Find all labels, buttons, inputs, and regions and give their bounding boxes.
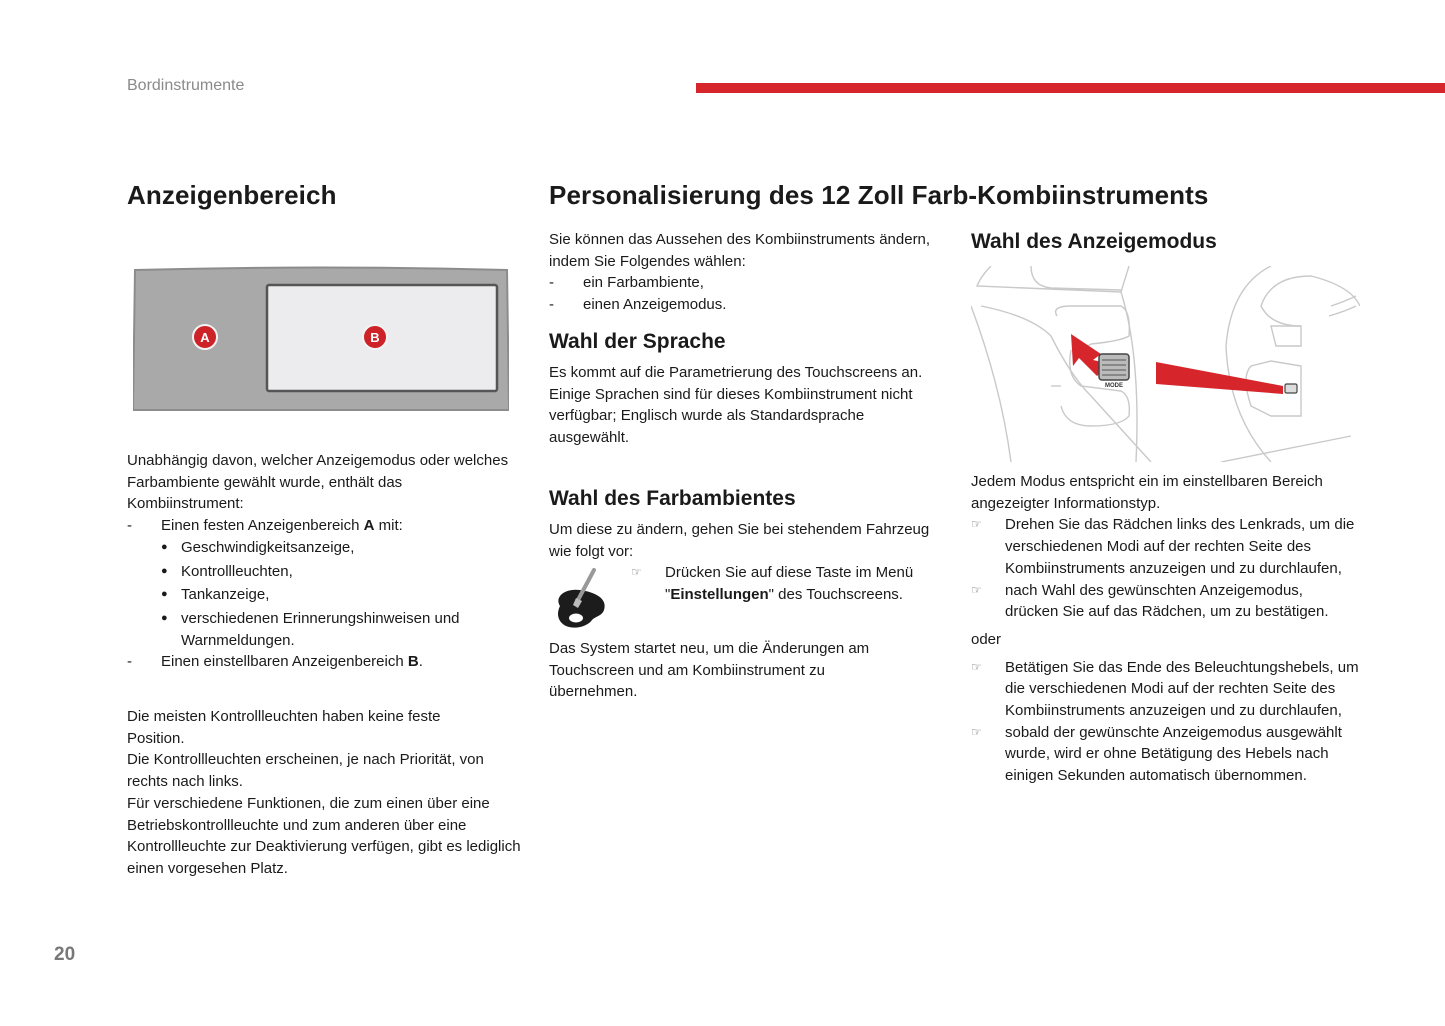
display-area-figure: [133, 266, 509, 412]
middle-intro: Sie können das Aussehen des Kombiinstruments ändern, indem Sie Folgendes wählen:: [549, 231, 931, 270]
list-item-adjustable-area: - Einen einstellbaren Anzeigenbereich B.: [127, 653, 423, 671]
hand-pointer-icon: ☞: [971, 582, 982, 597]
sub-list-item: ● Geschwindigkeitsanzeige,: [127, 537, 522, 561]
svg-text:A: A: [200, 330, 210, 345]
language-heading: Wahl der Sprache: [549, 330, 726, 353]
section-label: Bordinstrumente: [127, 77, 245, 94]
header-accent-bar: [696, 83, 1445, 93]
mode-step: ☞ Betätigen Sie das Ende des Beleuchtungshebels, um die verschiedenen Modi auf der rechten Seite des Kombiinstruments anzuzeigen und zu durchlaufen,: [971, 657, 1366, 722]
mode-step: ☞ nach Wahl des gewünschten Anzeigemodus, drücken Sie auf das Rädchen, um zu bestätigen.: [971, 580, 1366, 623]
right-body: [971, 471, 1366, 787]
left-title: Anzeigenbereich: [127, 180, 337, 210]
left-intro: Unabhängig davon, welcher Anzeigemodus oder welches Farbambiente gewählt wurde, enthält das Kombiinstrument:: [127, 452, 509, 513]
sub-list-item: ● Kontrollleuchten,: [127, 561, 522, 585]
color-heading: Wahl des Farbambientes: [549, 487, 796, 510]
hand-pointer-icon: ☞: [631, 565, 642, 579]
color-step: ☞ Drücken Sie auf diese Taste im Menü "Einstellungen" des Touchscreens.: [631, 562, 936, 605]
mode-step: ☞ sobald der gewünschte Anzeigemodus ausgewählt wurde, wird er ohne Betätigung des Hebels nach einigen Sekunden automatisch übernommen.: [971, 722, 1366, 787]
display-mode-heading: Wahl des Anzeigemodus: [971, 230, 1217, 253]
marker-b-icon: [363, 325, 387, 349]
mode-intro: Jedem Modus entspricht ein im einstellbaren Bereich angezeigter Informationstyp.: [971, 473, 1323, 512]
middle-intro-block: [549, 229, 934, 316]
note-1: Die meisten Kontrollleuchten haben keine feste Position.: [127, 708, 441, 747]
color-intro: Um diese zu ändern, gehen Sie bei stehendem Fahrzeug wie folgt vor:: [549, 521, 930, 560]
steering-wheel-figure: [971, 266, 1360, 462]
note-3: Für verschiedene Funktionen, die zum einen über eine Betriebskontrollleuchte und zum anderen über eine Kontrollleuchte zur Deaktivierung verfügen, gibt es lediglich einen vorgesehen Platz.: [127, 794, 521, 877]
option-item: - einen Anzeigemodus.: [549, 296, 727, 314]
or-label: oder: [971, 630, 1002, 648]
hand-pointer-icon: ☞: [971, 659, 982, 674]
language-block: Es kommt auf die Parametrierung des Touchscreens an. Einige Sprachen sind für dieses Kombiinstrument nicht verfügbar; Englisch wurde als Standardsprache ausgewählt.: [549, 364, 923, 447]
hand-pointer-icon: ☞: [971, 517, 982, 532]
svg-text:B: B: [370, 330, 380, 345]
svg-text:MODE: MODE: [1105, 383, 1123, 389]
sub-list-item: ● Tankanzeige,: [127, 584, 522, 608]
note-2: Die Kontrollleuchten erscheinen, je nach Priorität, von rechts nach links.: [127, 751, 484, 791]
main-title: Personalisierung des 12 Zoll Farb-Kombiinstruments: [549, 180, 1209, 210]
left-body: [127, 450, 522, 673]
page-number: 20: [54, 944, 76, 965]
marker-a-icon: [193, 325, 217, 349]
mode-step: ☞ Drehen Sie das Rädchen links des Lenkrads, um die verschiedenen Modi auf der rechten Seite des Kombiinstruments anzuzeigen und zu durchlaufen,: [971, 514, 1366, 579]
left-notes: [127, 706, 522, 880]
palette-icon: [552, 566, 612, 632]
list-item-fixed-area: - Einen festen Anzeigenbereich A mit:: [127, 517, 403, 535]
sub-list-item: ● verschiedenen Erinnerungshinweisen und Warnmeldungen.: [127, 608, 522, 651]
option-item: - ein Farbambiente,: [549, 274, 704, 292]
color-outro: Das System startet neu, um die Änderungen am Touchscreen und am Kombiinstrument zu übernehmen.: [549, 640, 870, 701]
hand-pointer-icon: ☞: [971, 724, 982, 739]
